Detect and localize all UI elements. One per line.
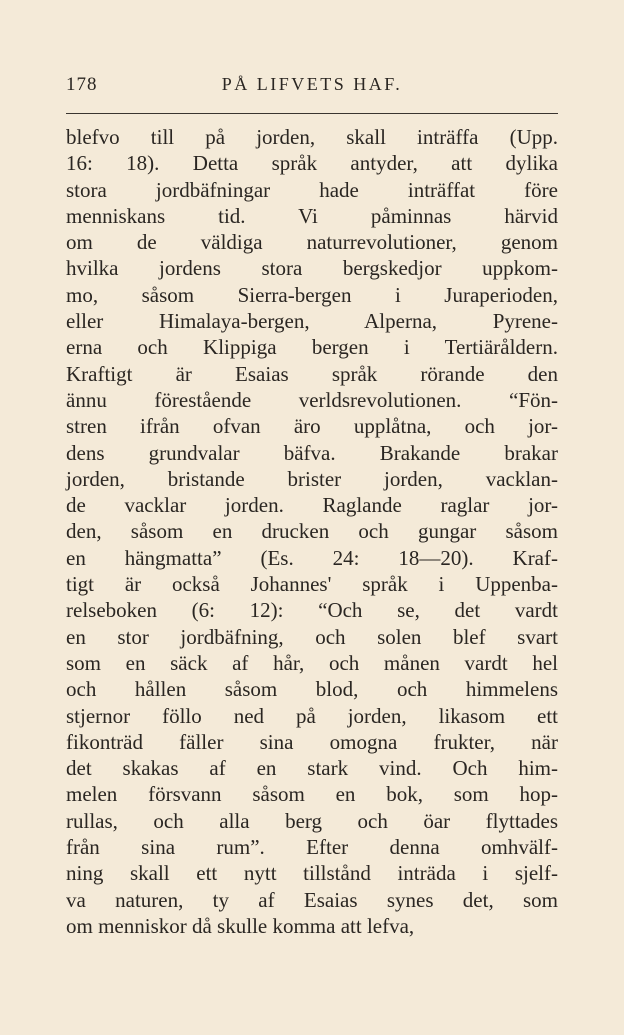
text-line: från sina rum”. Efter denna omhvälf- bbox=[66, 835, 558, 860]
text-line: eller Himalaya-bergen, Alperna, Pyrene- bbox=[66, 309, 558, 334]
text-line: ning skall ett nytt tillstånd inträda i sjelf- bbox=[66, 861, 558, 886]
text-line: melen försvann såsom en bok, som hop- bbox=[66, 782, 558, 807]
text-line: den, såsom en drucken och gungar såsom bbox=[66, 519, 558, 544]
text-line: en stor jordbäfning, och solen blef svart bbox=[66, 624, 558, 649]
text-line: jorden, bristande brister jorden, vacklan- bbox=[66, 466, 558, 491]
text-line: stjernor föllo ned på jorden, likasom ett bbox=[66, 703, 558, 728]
text-line: va naturen, ty af Esaias synes det, som bbox=[66, 887, 558, 912]
body-text bbox=[66, 124, 558, 939]
text-line: Kraftigt är Esaias språk rörande den bbox=[66, 361, 558, 386]
text-line: de vacklar jorden. Raglande raglar jor- bbox=[66, 493, 558, 518]
text-line: en hängmatta” (Es. 24: 18—20). Kraf- bbox=[66, 545, 558, 570]
text-line: ännu förestående verldsrevolutionen. “Fön- bbox=[66, 387, 558, 412]
text-line: om menniskor då skulle komma att lefva, bbox=[66, 913, 415, 938]
header-rule bbox=[66, 113, 558, 114]
text-line: dens grundvalar bäfva. Brakande brakar bbox=[66, 440, 558, 465]
running-title: PÅ LIFVETS HAF. bbox=[221, 74, 403, 94]
text-line: om de väldiga naturrevolutioner, genom bbox=[66, 230, 558, 255]
text-line: 16: 18). Detta språk antyder, att dylika bbox=[66, 151, 558, 176]
text-line: relseboken (6: 12): “Och se, det vardt bbox=[66, 598, 558, 623]
text-line: menniskans tid. Vi påminnas härvid bbox=[66, 203, 558, 228]
text-line: stora jordbäfningar hade inträffat före bbox=[66, 177, 558, 202]
text-line: stren ifrån ofvan äro upplåtna, och jor- bbox=[66, 414, 558, 439]
text-line: tigt är också Johannes' språk i Uppenba- bbox=[66, 572, 558, 597]
text-line: som en säck af hår, och månen vardt hel bbox=[66, 650, 558, 675]
page-number: 178 bbox=[66, 74, 98, 95]
text-line: hvilka jordens stora bergskedjor uppkom- bbox=[66, 256, 558, 281]
text-line: blefvo till på jorden, skall inträffa (Upp. bbox=[66, 125, 558, 149]
text-line: rullas, och alla berg och öar flyttades bbox=[66, 808, 558, 833]
text-line: fikonträd fäller sina omogna frukter, när bbox=[66, 729, 558, 754]
text-line: erna och Klippiga bergen i Tertiäråldern. bbox=[66, 335, 558, 360]
text-line: och hållen såsom blod, och himmelens bbox=[66, 677, 558, 702]
text-line: mo, såsom Sierra-bergen i Juraperioden, bbox=[66, 282, 558, 307]
text-line: det skakas af en stark vind. Och him- bbox=[66, 756, 558, 781]
running-head bbox=[66, 74, 558, 104]
